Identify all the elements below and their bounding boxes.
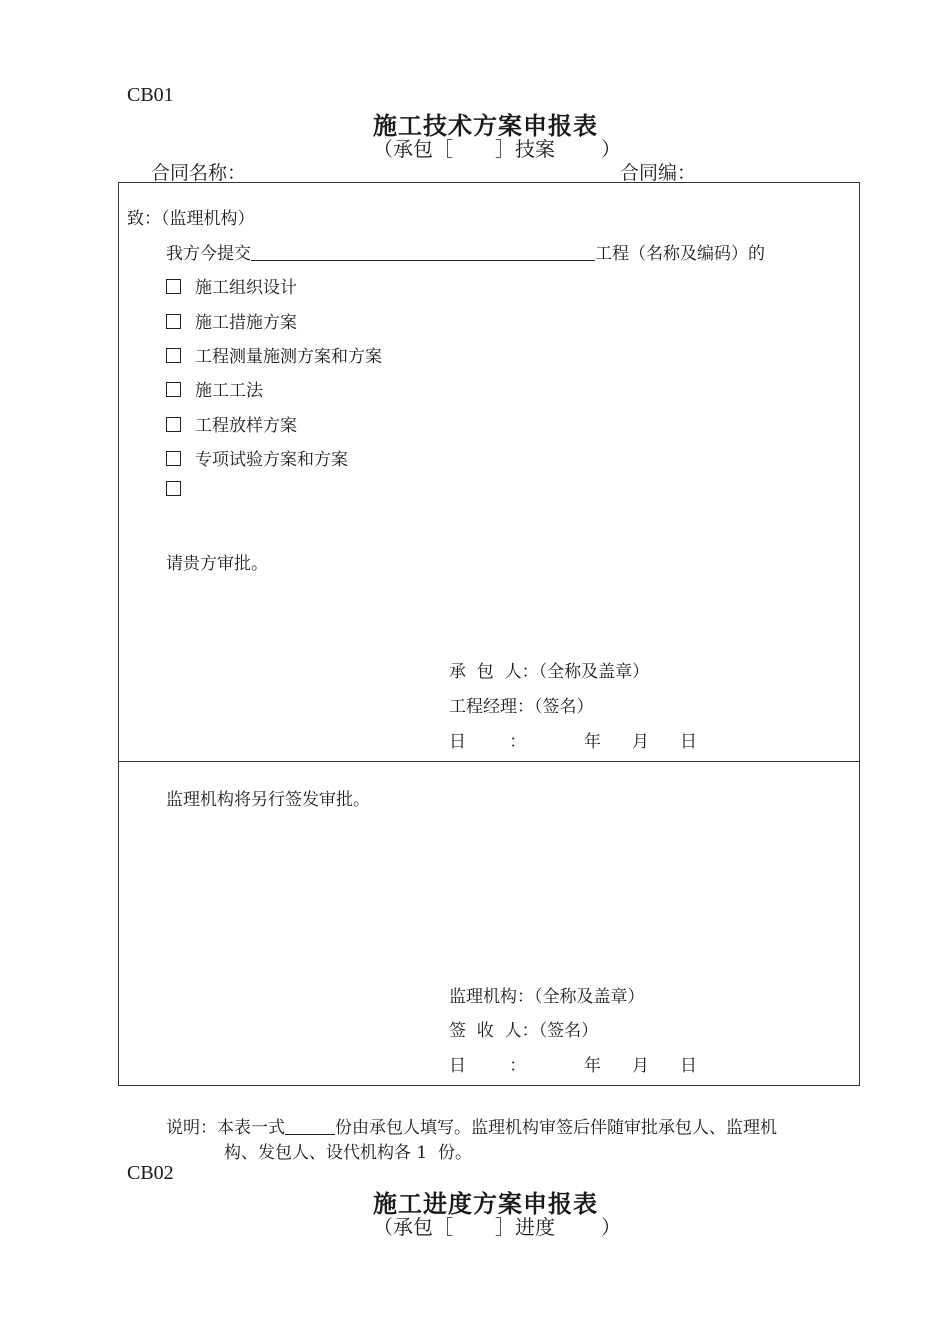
note-line-2: 构、发包人、设代机构各 1 份。 <box>224 1143 473 1163</box>
contract-number-label: 合同编： <box>620 162 697 184</box>
note-body: 份由承包人填写。监理机构审签后伴随审批承包人、监理机 <box>335 1118 777 1138</box>
subtitle-mid: ］进度 <box>495 1215 555 1239</box>
submission-prefix: 我方今提交 <box>166 244 251 264</box>
contractor-label: 承 包 人：（全称及盖章） <box>449 662 650 682</box>
option-label: 专项试验方案和方案 <box>195 450 348 470</box>
checkbox-icon[interactable] <box>166 451 181 466</box>
option-label: 工程放样方案 <box>195 416 297 436</box>
addressee-line: 致：（监理机构） <box>127 209 255 229</box>
option-label: 施工工法 <box>195 381 263 401</box>
option-layout-plan[interactable] <box>166 411 297 436</box>
option-other[interactable] <box>166 480 195 500</box>
date-day: 日 <box>680 732 697 752</box>
receiver-label: 签 收 人：（签名） <box>449 1021 599 1041</box>
checkbox-icon[interactable] <box>166 382 181 397</box>
subtitle-end: ） <box>601 1215 621 1239</box>
option-construction-measures[interactable] <box>166 308 297 333</box>
subtitle-mid: ］技案 <box>495 137 555 161</box>
contract-name-label: 合同名称： <box>151 162 247 184</box>
checkbox-icon[interactable] <box>166 417 181 432</box>
form2-subtitle <box>373 1211 621 1240</box>
date-month: 月 <box>632 732 649 752</box>
option-label: 施工措施方案 <box>195 313 297 333</box>
note-prefix: 说明：本表一式 <box>166 1118 285 1138</box>
supervisor-note: 监理机构将另行签发审批。 <box>166 790 370 810</box>
option-construction-method[interactable] <box>166 376 263 401</box>
checkbox-icon[interactable] <box>166 348 181 363</box>
option-survey-plan[interactable] <box>166 342 382 367</box>
date2-day: 日 <box>680 1056 697 1076</box>
note-line-1 <box>166 1113 777 1138</box>
date-year: 年 <box>584 732 601 752</box>
checkbox-icon[interactable] <box>166 481 181 496</box>
option-label: 工程测量施测方案和方案 <box>195 347 382 367</box>
form-code: CB01 <box>127 84 174 106</box>
date2-label: 日 ： <box>449 1056 527 1076</box>
form-title: 施工技术方案申报表 <box>373 111 598 140</box>
project-manager-label: 工程经理：（签名） <box>449 697 594 717</box>
option-label: 施工组织设计 <box>195 278 297 298</box>
checkbox-icon[interactable] <box>166 314 181 329</box>
request-text: 请贵方审批。 <box>166 554 268 574</box>
checkbox-icon[interactable] <box>166 279 181 294</box>
date2-year: 年 <box>584 1056 601 1076</box>
subtitle-prefix: （承包［ <box>373 137 453 161</box>
form2-title: 施工进度方案申报表 <box>373 1189 598 1218</box>
submission-line <box>166 239 765 264</box>
form2-code: CB02 <box>127 1162 174 1184</box>
submission-suffix: 工程（名称及编码）的 <box>595 244 765 264</box>
copies-blank[interactable] <box>285 1118 335 1135</box>
form-subtitle <box>373 133 621 162</box>
subtitle-prefix: （承包［ <box>373 1215 453 1239</box>
date-label: 日 ： <box>449 732 527 752</box>
supervisor-label: 监理机构：（全称及盖章） <box>449 987 645 1007</box>
project-name-blank[interactable] <box>251 244 595 261</box>
option-construction-design[interactable] <box>166 273 297 298</box>
date2-month: 月 <box>632 1056 649 1076</box>
subtitle-end: ） <box>601 137 621 161</box>
option-special-test-plan[interactable] <box>166 445 348 470</box>
section-divider <box>119 761 859 762</box>
